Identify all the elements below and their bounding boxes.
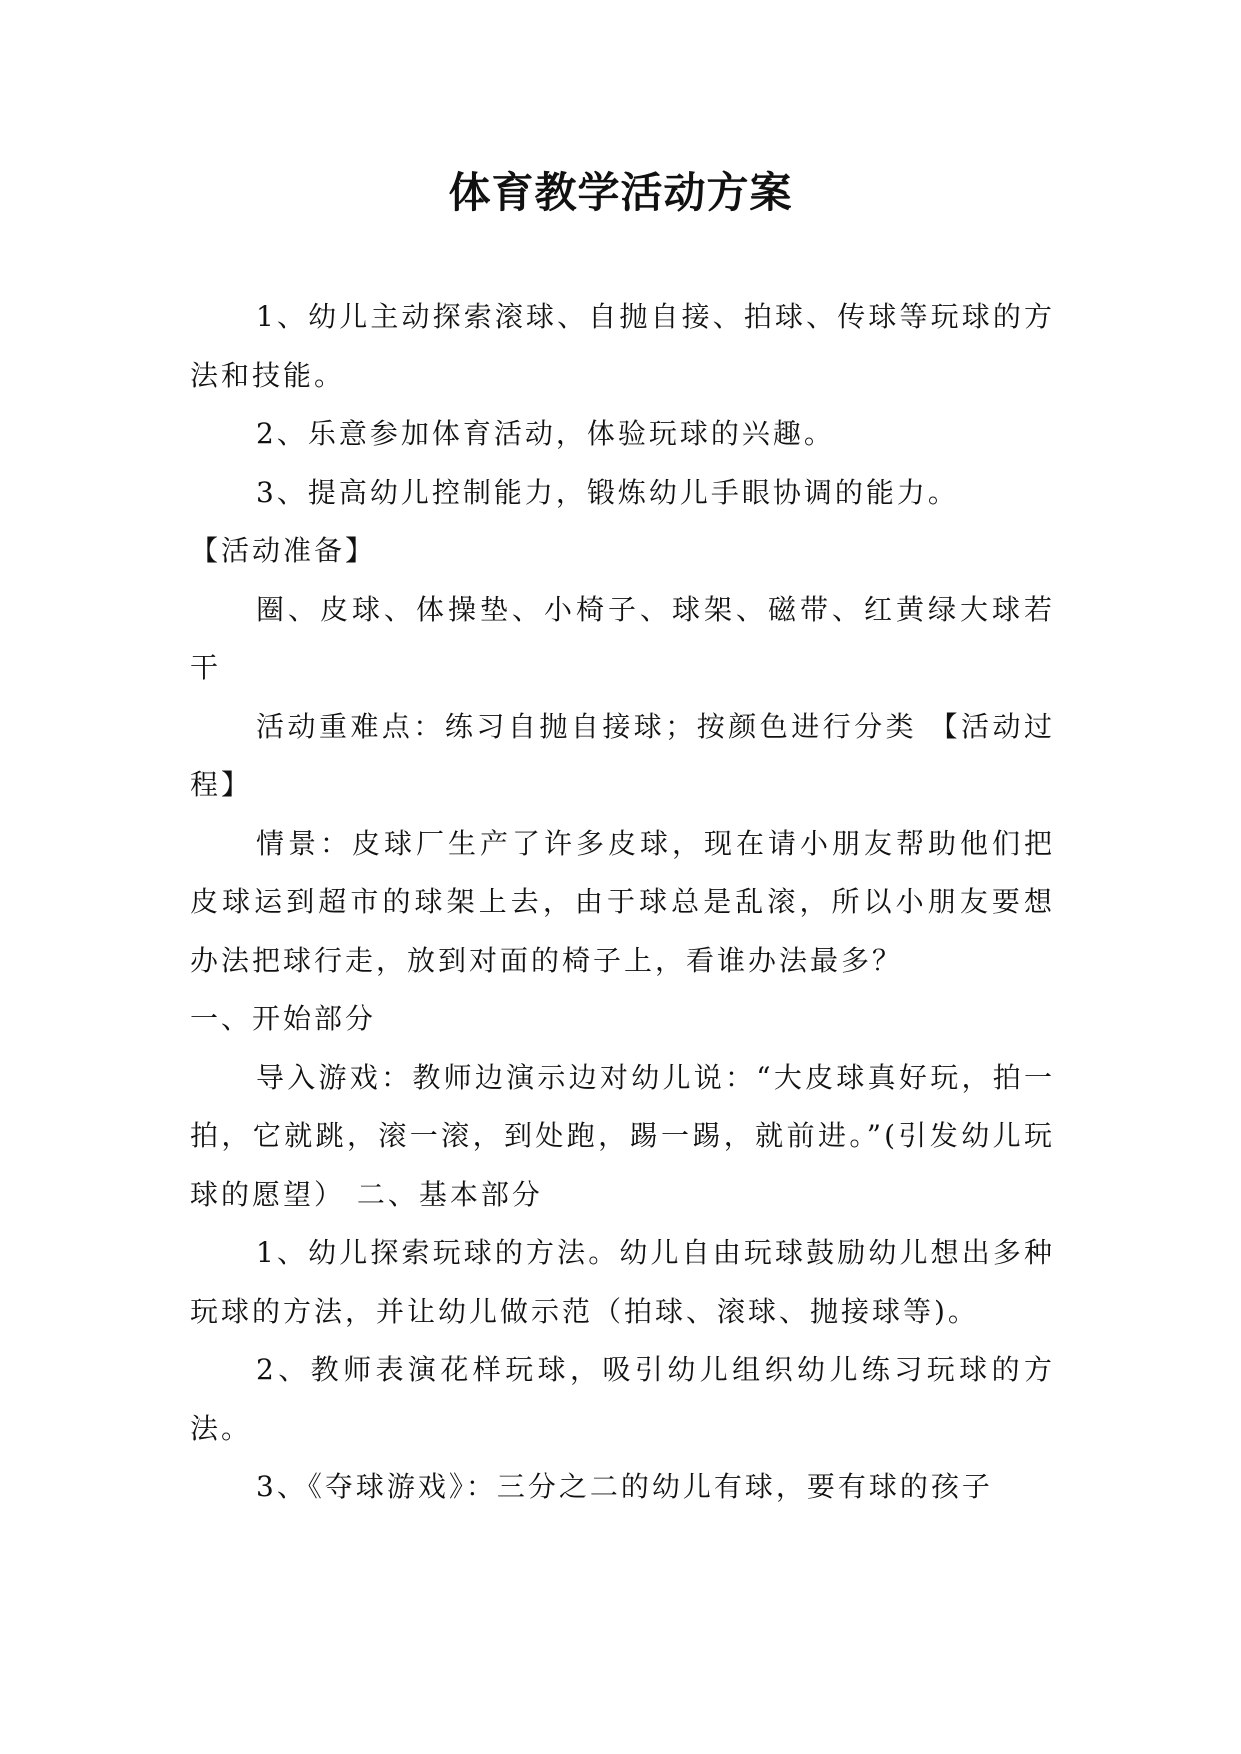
document-title: 体育教学活动方案: [448, 168, 793, 217]
section-heading-preparation: 【活动准备】: [190, 534, 377, 567]
paragraph-scenario: 情景：皮球厂生产了许多皮球，现在请小朋友帮助他们把皮球运到超市的球架上去，由于球总是乱滚，所以小朋友要想办法把球行走，放到对面的椅子上，看谁办法最多？: [190, 826, 1055, 977]
paragraph-teacher-demo: 2、教师表演花样玩球，吸引幼儿组织幼儿练习玩球的方法。: [190, 1353, 1055, 1445]
paragraph-goal-1: 1、幼儿主动探索滚球、自抛自接、拍球、传球等玩球的方法和技能。: [190, 300, 1055, 392]
paragraph-intro-game: 导入游戏：教师边演示边对幼儿说：“大皮球真好玩，拍一拍，它就跳，滚一滚，到处跑，踢一踢，就前进。”(引发幼儿玩球的愿望） 二、基本部分: [190, 1060, 1055, 1211]
paragraph-goal-3: 3、提高幼儿控制能力，锻炼幼儿手眼协调的能力。: [256, 475, 959, 509]
paragraph-ball-game: 3、《夺球游戏》：三分之二的幼儿有球，要有球的孩子: [256, 1470, 993, 1503]
document-body: [190, 288, 1055, 1517]
paragraph-key-points: 活动重难点：练习自抛自接球；按颜色进行分类 【活动过程】: [190, 709, 1055, 801]
section-heading-start: 一、开始部分: [190, 1002, 377, 1035]
paragraph-materials: 圈、皮球、体操垫、小椅子、球架、磁带、红黄绿大球若干: [190, 592, 1055, 684]
paragraph-goal-2: 2、乐意参加体育活动，体验玩球的兴趣。: [256, 417, 835, 450]
paragraph-explore: 1、幼儿探索玩球的方法。幼儿自由玩球鼓励幼儿想出多种玩球的方法，并让幼儿做示范（拍球、滚球、抛接球等)。: [190, 1236, 1055, 1328]
